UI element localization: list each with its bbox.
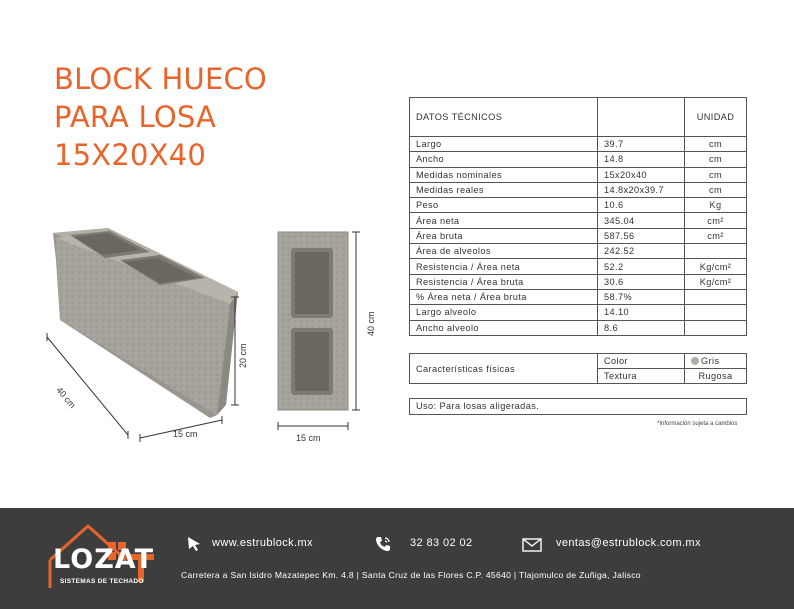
cell-unit: Kg/cm² [685,274,747,289]
address: Carretera a San Isidro Mazatepec Km. 4.8 | Santa Cruz de las Flores C.P. 45640 | Tlajomulco de Zuñiga, Jalisco [181,570,641,580]
cell-unit [685,305,747,320]
cell-value: 30.6 [598,274,685,289]
dim-width-label: 15 cm [173,429,198,439]
title-line-1: BLOCK HUECO [54,62,267,96]
color-value-cell [685,354,747,369]
website-link[interactable]: www.estrublock.mx [212,537,313,549]
table-row [410,152,747,167]
title-line-3: 15X20X40 [54,138,207,172]
tech-table-header [410,98,747,137]
cell-value: 8.6 [598,320,685,335]
block-front-image [278,232,348,410]
email-link[interactable]: ventas@estrublock.com.mx [556,537,701,549]
cell-label: Medidas reales [410,182,598,197]
cell-label: Medidas nominales [410,167,598,182]
cell-label: Área neta [410,213,598,228]
dim-front-width-label: 15 cm [296,433,321,443]
cell-label: % Área neta / Área bruta [410,289,598,304]
physical-characteristics-table [409,353,747,384]
table-row [410,305,747,320]
cell-value: 10.6 [598,198,685,213]
cell-unit: cm [685,182,747,197]
header-unit: UNIDAD [685,98,747,137]
footer [0,508,794,609]
dim-front-height-label: 40 cm [366,311,376,336]
cell-value: 58.7% [598,289,685,304]
table-row [410,259,747,274]
block-perspective-image [53,228,238,418]
cell-unit: Kg/cm² [685,259,747,274]
cell-label: Ancho [410,152,598,167]
cell-label: Largo alveolo [410,305,598,320]
color-value: Gris [701,356,720,366]
cell-unit: cm [685,152,747,167]
table-row [410,213,747,228]
tech-data-table [409,97,747,336]
cell-label: Peso [410,198,598,213]
cell-unit: cm² [685,228,747,243]
table-row [410,228,747,243]
disclaimer: *Información sujeta a cambios [657,421,738,427]
color-label: Color [598,354,685,369]
cell-unit [685,244,747,259]
title-line-2: PARA LOSA [54,100,217,134]
cell-unit [685,320,747,335]
cell-value: 14.8 [598,152,685,167]
table-row [410,182,747,197]
table-row [410,167,747,182]
cell-unit [685,289,747,304]
table-row [410,354,747,369]
table-row [410,320,747,335]
dim-length-label: 40 cm [54,385,78,411]
cell-unit: cm [685,137,747,152]
table-row [410,137,747,152]
cell-value: 587.56 [598,228,685,243]
envelope-icon [522,538,542,552]
table-row [410,289,747,304]
logo-subtext: SISTEMAS DE TECHADO [60,578,144,585]
product-title [54,60,267,174]
physical-label: Características físicas [410,354,598,384]
cell-value: 345.04 [598,213,685,228]
color-swatch [691,357,699,365]
cell-label: Ancho alveolo [410,320,598,335]
header-value [598,98,685,137]
cell-value: 52.2 [598,259,685,274]
cursor-icon [186,536,202,552]
table-row [410,198,747,213]
cell-value: 39.7 [598,137,685,152]
cell-value: 14.8x20x39.7 [598,182,685,197]
phone-number[interactable]: 32 83 02 02 [410,537,473,549]
cell-value: 15x20x40 [598,167,685,182]
cell-unit: Kg [685,198,747,213]
cell-value: 242.52 [598,244,685,259]
cell-label: Resistencia / Área bruta [410,274,598,289]
cell-unit: cm² [685,213,747,228]
cell-value: 14.10 [598,305,685,320]
phone-icon [374,535,392,553]
cell-label: Largo [410,137,598,152]
cell-label: Área de alveolos [410,244,598,259]
texture-value: Rugosa [685,369,747,384]
block-illustrations [0,200,400,460]
cell-unit: cm [685,167,747,182]
header-label: DATOS TÉCNICOS [410,98,598,137]
dim-height-label: 20 cm [238,343,248,368]
cell-label: Área bruta [410,228,598,243]
table-row [410,244,747,259]
cell-label: Resistencia / Área neta [410,259,598,274]
logo-text: LOZAT [53,544,154,575]
table-row [410,274,747,289]
texture-label: Textura [598,369,685,384]
usage-note: Uso: Para losas aligeradas. [409,398,747,415]
